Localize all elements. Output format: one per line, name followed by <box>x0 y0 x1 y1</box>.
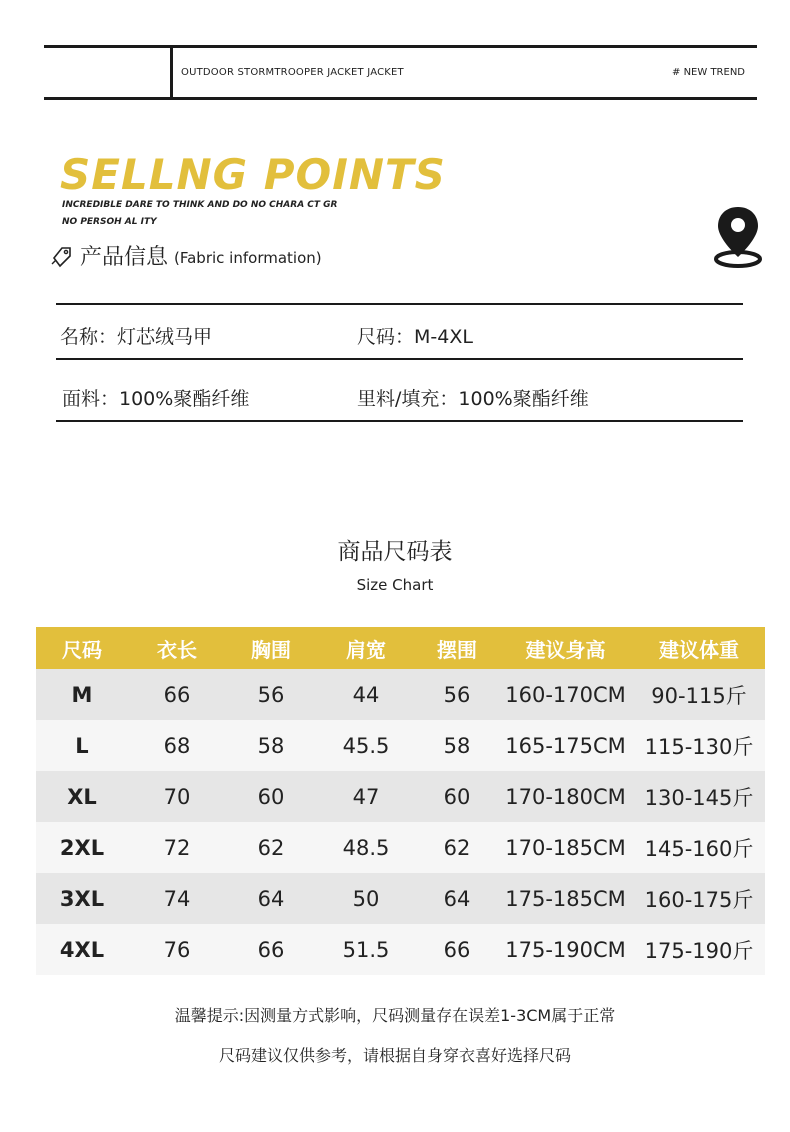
table-cell: 74 <box>163 886 191 911</box>
table-cell: 58 <box>443 733 471 758</box>
selling-subtitle-1: INCREDIBLE DARE TO THINK AND DO NO CHARA CT GR <box>62 200 338 210</box>
table-cell: 62 <box>257 835 285 860</box>
header-bar <box>44 45 757 100</box>
table-cell: 47 <box>352 784 380 809</box>
fabric-heading <box>50 240 322 271</box>
table-cell: 64 <box>443 886 471 911</box>
table-row <box>36 771 765 822</box>
info-divider-middle <box>56 358 743 360</box>
table-cell: 90-115斤 <box>651 683 747 708</box>
table-cell: 56 <box>257 682 285 707</box>
table-cell: 170-185CM <box>505 835 626 860</box>
table-cell: 130-145斤 <box>644 785 754 810</box>
table-cell: 170-180CM <box>505 784 626 809</box>
product-size-range: 尺码：M-4XL <box>357 326 473 348</box>
table-cell: 44 <box>352 682 380 707</box>
product-fabric: 面料：100%聚酯纤维 <box>62 388 250 410</box>
table-cell: 66 <box>443 937 471 962</box>
selling-points-title: SELLNG POINTS <box>60 150 446 199</box>
header-title: OUTDOOR STORMTROOPER JACKET JACKET <box>181 67 404 78</box>
table-header <box>36 627 765 669</box>
info-divider-bottom <box>56 420 743 422</box>
table-row <box>36 873 765 924</box>
size-table <box>36 627 765 975</box>
table-row <box>36 720 765 771</box>
fabric-heading-en: (Fabric information) <box>174 248 322 267</box>
header-cell: 肩宽 <box>346 637 386 662</box>
header-cell: 摆围 <box>437 637 477 662</box>
product-name: 名称：灯芯绒马甲 <box>60 326 213 348</box>
table-cell: 51.5 <box>342 937 390 962</box>
table-cell: 66 <box>163 682 191 707</box>
table-cell: 175-190斤 <box>644 938 754 963</box>
table-cell: 160-170CM <box>505 682 626 707</box>
table-row <box>36 822 765 873</box>
table-cell: 76 <box>163 937 191 962</box>
table-cell: L <box>75 733 89 758</box>
size-chart-title: 商品尺码表 <box>337 539 453 565</box>
table-cell: 64 <box>257 886 285 911</box>
table-cell: 70 <box>163 784 191 809</box>
table-cell: 2XL <box>59 835 105 860</box>
table-cell: 58 <box>257 733 285 758</box>
header-divider <box>170 48 173 97</box>
table-cell: XL <box>67 784 97 809</box>
table-cell: 56 <box>443 682 471 707</box>
table-row <box>36 924 765 975</box>
header-tag: # NEW TREND <box>672 67 745 78</box>
table-cell: 50 <box>352 886 380 911</box>
table-cell: 45.5 <box>342 733 390 758</box>
table-cell: 175-185CM <box>505 886 626 911</box>
location-pin-icon <box>713 205 763 269</box>
info-divider-top <box>56 303 743 305</box>
table-cell: 68 <box>163 733 191 758</box>
table-cell: 175-190CM <box>505 937 626 962</box>
header-cell: 衣长 <box>157 637 197 662</box>
table-cell: 60 <box>443 784 471 809</box>
header-cell: 建议体重 <box>659 637 739 662</box>
table-cell: 115-130斤 <box>644 734 754 759</box>
table-cell: M <box>71 682 93 707</box>
table-cell: 4XL <box>59 937 105 962</box>
table-cell: 48.5 <box>342 835 390 860</box>
header-cell: 建议身高 <box>525 637 606 662</box>
table-cell: 62 <box>443 835 471 860</box>
size-chart-subtitle: Size Chart <box>356 576 434 594</box>
table-cell: 145-160斤 <box>644 836 754 861</box>
table-cell: 66 <box>257 937 285 962</box>
table-row <box>36 669 765 720</box>
table-cell: 72 <box>163 835 191 860</box>
table-cell: 60 <box>257 784 285 809</box>
header-cell: 尺码 <box>62 637 102 662</box>
fabric-heading-cn: 产品信息 <box>80 245 169 270</box>
table-cell: 160-175斤 <box>644 887 754 912</box>
tag-icon <box>50 244 74 268</box>
measurement-note: 温馨提示:因测量方式影响，尺码测量存在误差1-3CM属于正常 <box>174 1006 616 1025</box>
size-advice-note: 尺码建议仅供参考，请根据自身穿衣喜好选择尺码 <box>218 1046 571 1065</box>
product-lining: 里料/填充：100%聚酯纤维 <box>357 388 589 410</box>
header-cell: 胸围 <box>251 637 291 662</box>
table-cell: 3XL <box>59 886 105 911</box>
table-cell: 165-175CM <box>505 733 626 758</box>
selling-subtitle-2: NO PERSOH AL ITY <box>62 217 157 227</box>
